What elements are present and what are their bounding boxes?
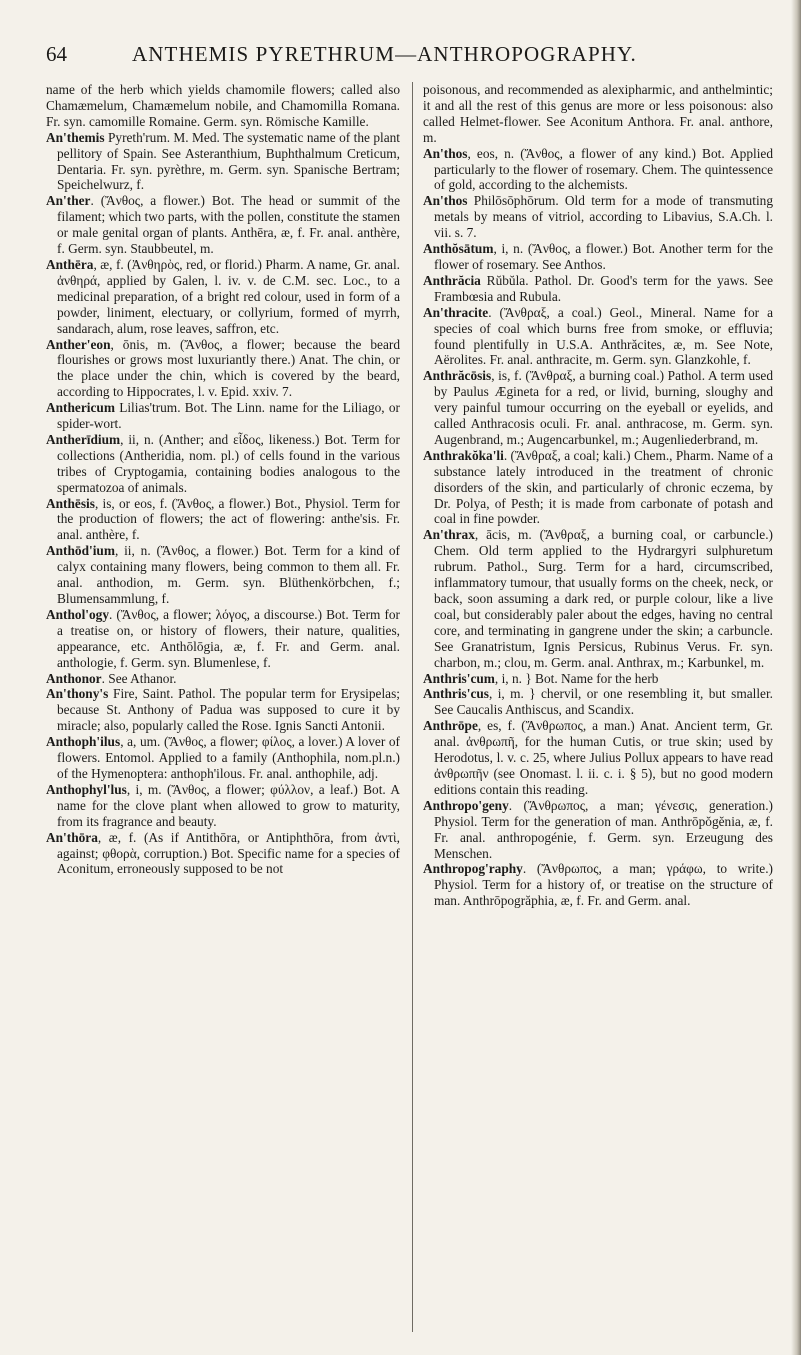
entry: Anther'eon, ōnis, m. (Ἄνθος, a flower; because the beard flourishes or grows most luxuriantly there.) Anat. The chin, or the place under the chin, which is covered by the beard, according to Hippocrates, l. v. Epid. xxiv. 7. — [46, 336, 400, 400]
entry: An'ther. (Ἄνθος, a flower.) Bot. The head or summit of the filament; which two parts, with the pollen, constitute the stamen or male genital organ of plants. Anthēra, æ, f. Fr. anal. anthère, f. Germ. syn. Staubbeutel, m. — [46, 193, 400, 257]
entry: Anthol'ogy. (Ἄνθος, a flower; λόγος, a discourse.) Bot. Term for a treatise on, or history of flowers, their nature, qualities, appearance, etc. Anthōlōgia, æ, f. Fr. and Germ. anal. anthologie, f. Germ. syn. Blumenlese, f. — [46, 606, 400, 670]
page-edge-shadow — [791, 0, 801, 1355]
entry: An'thos Philōsōphōrum. Old term for a mode of transmuting metals by means of vitriol, according to Libavius, S.A.Ch. l. vii. s. 7. — [423, 193, 773, 241]
entry: An'themis Pyreth'rum. M. Med. The systematic name of the plant pellitory of Spain. See Asteranthium, Buphthalmum Creticum, Dentaria. Fr. syn. pyrèthre, m. Germ. syn. Spanische Bertram; Speichelwurz, f. — [46, 129, 400, 193]
entry: Anthropog'raphy. (Ἄνθρωπος, a man; γράφω, to write.) Physiol. Term for a history of, or treatise on the structure of man. Anthrōpogrăphia, æ, f. Fr. and Germ. anal. — [423, 861, 773, 909]
entry: Anthericum Lilias'trum. Bot. The Linn. name for the Liliago, or spider-wort. — [46, 400, 400, 432]
entry: Anthēsis, is, or eos, f. (Ἄνθος, a flower.) Bot., Physiol. Term for the production of flowers; the act of flowering: anthe'sis. Fr. anal. anthère, f. — [46, 495, 400, 543]
entry: An'thracite. (Ἄνθραξ, a coal.) Geol., Mineral. Name for a species of coal which burns free from smoke, or effluvia; found plentifully in U.S.A. Anthrăcites, æ, m. See Note, Aërolites. Fr. anal. anthracite, m. Germ. syn. Glanzkohle, f. — [423, 304, 773, 368]
entry: Anthoph'ilus, a, um. (Ἄνθος, a flower; φίλος, a lover.) A lover of flowers. Entomol. Applied to a family (Anthophila, nom.pl.n.) of the Hymenoptera: anthoph'ilous. Fr. anal. anthophile, adj. — [46, 734, 400, 781]
column-divider — [412, 82, 413, 1332]
entry: Anthrōpe, es, f. (Ἄνθρωπος, a man.) Anat. Ancient term, Gr. anal. ἀνθρωπῆ, for the human Cutis, or true skin; used by Herodotus, l. v. c. 25, where Julius Pollux appears to have read ἀνθρωπῆν (see Onomast. l. ii. c. i. § 5), but no good modern editions contain this reading. — [423, 718, 773, 797]
entry: Anthōd'ium, ii, n. (Ἄνθος, a flower.) Bot. Term for a kind of calyx containing many flowers, being common to them all. Fr. anal. anthodion, m. Germ. syn. Blüthenkörbchen, f.; Blumensammlung, f. — [46, 543, 400, 606]
entry: Anthris'cum, i, n. } Bot. Name for the herb — [423, 670, 659, 686]
entry: An'thōra, æ, f. (As if Antithōra, or Antiphthōra, from ἀντὶ, against; φθορὰ, corruption.) Bot. Specific name for a species of Aconitum, erroneously supposed to be not — [46, 829, 400, 877]
entry: An'thony's Fire, Saint. Pathol. The popular term for Erysipelas; because St. Anthony of Padua was supposed to cure it by miracle; also, popularly called the Rose. Ignis Sancti Antonii. — [46, 686, 400, 734]
right-column — [423, 82, 773, 909]
entry: Anthris'cus, i, m. } chervil, or one resembling it, but smaller. See Caucalis Anthiscus, and Scandix. — [423, 686, 773, 718]
entry: Anthrăcōsis, is, f. (Ἄνθραξ, a burning coal.) Pathol. A term used by Paulus Ægineta for a red, or livid, burning, sloughy and very painful tumour occurring on the eyeball or eyelids, and called Anthracosis oculi. Fr. anal. anthracose, m. Germ. syn. Augenbrand, m.; Augencarbunkel, m.; Augenliederbrand, m. — [423, 368, 773, 447]
page-number: 64 — [46, 42, 67, 66]
entry: An'thos, eos, n. (Ἄνθος, a flower of any kind.) Bot. Applied particularly to the flower of rosemary. Chem. The quintessence of gold, according to the alchemists. — [423, 145, 773, 193]
entry: Anthrakŏka'li. (Ἄνθραξ, a coal; kali.) Chem., Pharm. Name of a substance lately introduced in the treatment of chronic disorders of the skin, and particularly of chronic eczema, by Dr. Polya, of Pesth; it is made from carbonate of potash and coal in fine powder. — [423, 447, 773, 527]
left-column — [46, 82, 400, 877]
entry: Anthophyl'lus, i, m. (Ἄνθος, a flower; φύλλον, a leaf.) Bot. A name for the clove plant when allowed to grow to maturity, from its fragrance and beauty. — [46, 781, 400, 829]
entry: Anthonor. See Athanor. — [46, 670, 177, 686]
entry: Antherīdium, ii, n. (Anther; and εἶδος, likeness.) Bot. Term for collections (Antheridia, nom. pl.) of cells found in the various tribes of Cryptogamia, containing bodies analogous to the spermatozoa of animals. — [46, 431, 400, 495]
entry: Anthŏsātum, i, n. (Ἄνθος, a flower.) Bot. Another term for the flower of rosemary. See Anthos. — [423, 241, 773, 272]
entry: Anthēra, æ, f. (Ἀνθηρὸς, red, or florid.) Pharm. A name, Gr. anal. ἀνθηρά, applied by Galen, l. iv. v. de C.M. sec. Loc., to a medicinal preparation, of a bright red colour, used in form of a powder, liniment, electuary, or collyrium, formed of myrrh, sandarach, alum, rose leaves, saffron, etc. — [46, 256, 400, 336]
running-head: ANTHEMIS PYRETHRUM—ANTHROPOGRAPHY. — [132, 42, 637, 66]
entry: poisonous, and recommended as alexipharmic, and anthelmintic; it and all the rest of this genus are more or less poisonous: also called Helmet-flower. See Aconitum Anthora. Fr. anal. anthore, m. — [423, 82, 773, 145]
entry: Anthrăcia Rŭbŭla. Pathol. Dr. Good's term for the yaws. See Frambœsia and Rubula. — [423, 272, 773, 304]
page-header — [46, 42, 768, 72]
entry: An'thrax, ācis, m. (Ἄνθραξ, a burning coal, or carbuncle.) Chem. Old term applied to the Hydrargyri sulphuretum rubrum. Pathol., Surg. Term for a hard, circumscribed, inflammatory tumour, that usually forms on the cheek, neck, or back, soon assuming a dark red, or purple colour, like a live coal, but considerably paler about the edges, having no central core, and terminating in gangrene under the skin; a carbuncle. See Granatristum, Ignis Persicus, Rubinus Verus. Fr. syn. charbon, m.; clou, m. Germ. anal. Anthrax, m.; Karbunkel, m. — [423, 527, 773, 670]
entry: Anthropo'geny. (Ἄνθρωπος, a man; γένεσις, generation.) Physiol. Term for the generation of man. Anthrōpŏgĕnia, æ, f. Fr. anal. anthropogénie, f. Germ. syn. Erzeugung des Menschen. — [423, 797, 773, 861]
entry: name of the herb which yields chamomile flowers; called also Chamæmelum, Chamæmelum nobile, and Chamomilla Romana. Fr. syn. camomille Romaine. Germ. syn. Römische Kamille. — [46, 82, 400, 129]
